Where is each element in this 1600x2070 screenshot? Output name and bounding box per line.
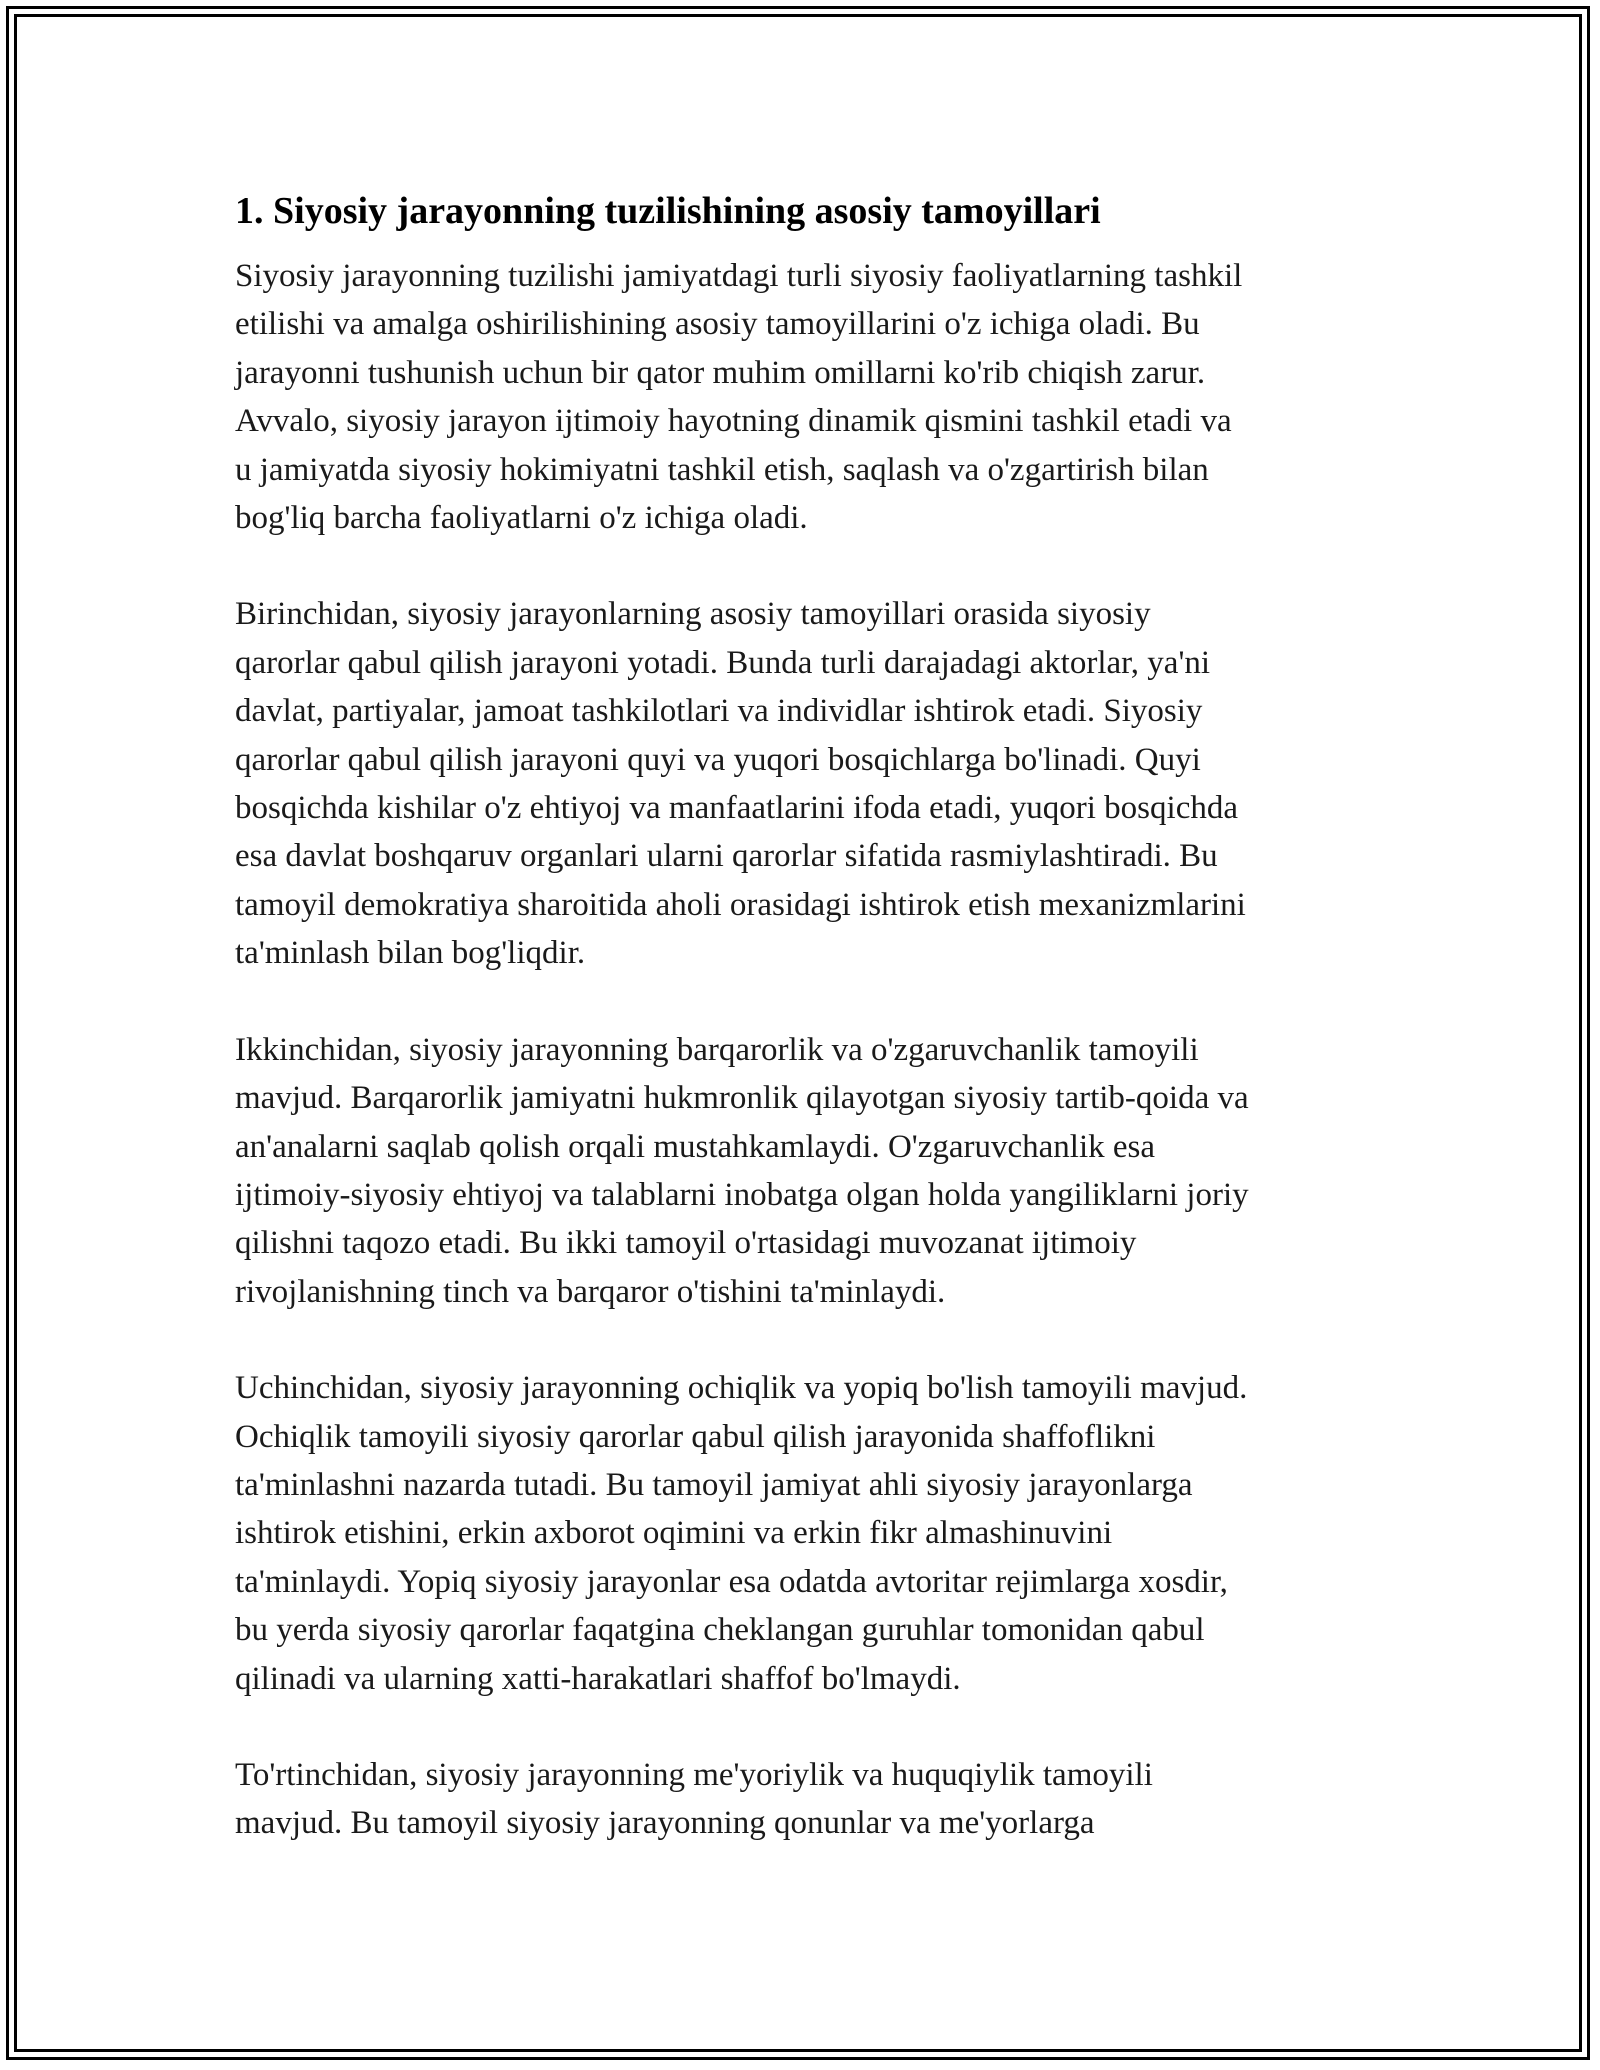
paragraph-second-principle: Ikkinchidan, siyosiy jarayonning barqarorlik va o'zgaruvchanlik tamoyili mavjud. Barqarorlik jamiyatni hukmronlik qilayotgan siyosiy tartib-qoida va an'analarni saqlab qolish orqali mustahkamlaydi. O'zgaruvchanlik esa ijtimoiy-siyosiy ehtiyoj va talablarni inobatga olgan holda yangiliklarni joriy qilishni taqozo etadi. Bu ikki tamoyil o'rtasidagi muvozanat ijtimoiy rivojlanishning tinch va barqaror o'tishini ta'minlaydi. (235, 1031, 1249, 1310)
paragraph-intro: Siyosiy jarayonning tuzilishi jamiyatdagi turli siyosiy faoliyatlarning tashkil etilishi va amalga oshirilishining asosiy tamoyillarini o'z ichiga oladi. Bu jarayonni tushunish uchun bir qator muhim omillarni ko'rib chiqish zarur. Avvalo, siyosiy jarayon ijtimoiy hayotning dinamik qismini tashkil etadi va u jamiyatda siyosiy hokimiyatni tashkil etish, saqlash va o'zgartirish bilan bog'liq barcha faoliyatlarni o'z ichiga oladi. (235, 258, 1243, 537)
section-heading: 1. Siyosiy jarayonning tuzilishining asosiy tamoyillari (235, 190, 1101, 232)
paragraph-first-principle: Birinchidan, siyosiy jarayonlarning asosiy tamoyillari orasida siyosiy qarorlar qabul qilish jarayoni yotadi. Bunda turli darajadagi aktorlar, ya'ni davlat, partiyalar, jamoat tashkilotlari va individlar ishtirok etadi. Siyosiy qarorlar qabul qilish jarayoni quyi va yuqori bosqichlarga bo'linadi. Quyi bosqichda kishilar o'z ehtiyoj va manfaatlarini ifoda etadi, yuqori bosqichda esa davlat boshqaruv organlari ularni qarorlar sifatida rasmiylashtiradi. Bu tamoyil demokratiya sharoitida aholi orasidagi ishtirok etish mexanizmlarini ta'minlash bilan bog'liqdir. (235, 596, 1246, 972)
document-body (235, 186, 1365, 1896)
paragraph-third-principle: Uchinchidan, siyosiy jarayonning ochiqlik va yopiq bo'lish tamoyili mavjud. Ochiqlik tamoyili siyosiy qarorlar qabul qilish jarayonida shaffoflikni ta'minlashni nazarda tutadi. Bu tamoyil jamiyat ahli siyosiy jarayonlarga ishtirok etishini, erkin axborot oqimini va erkin fikr almashinuvini ta'minlaydi. Yopiq siyosiy jarayonlar esa odatda avtoritar rejimlarga xosdir, bu yerda siyosiy qarorlar faqatgina cheklangan guruhlar tomonidan qabul qilinadi va ularning xatti-harakatlari shaffof bo'lmaydi. (235, 1370, 1248, 1697)
paragraph-fourth-principle: To'rtinchidan, siyosiy jarayonning me'yoriylik va huquqiylik tamoyili mavjud. Bu tamoyil siyosiy jarayonning qonunlar va me'yorlarga (235, 1756, 1153, 1842)
